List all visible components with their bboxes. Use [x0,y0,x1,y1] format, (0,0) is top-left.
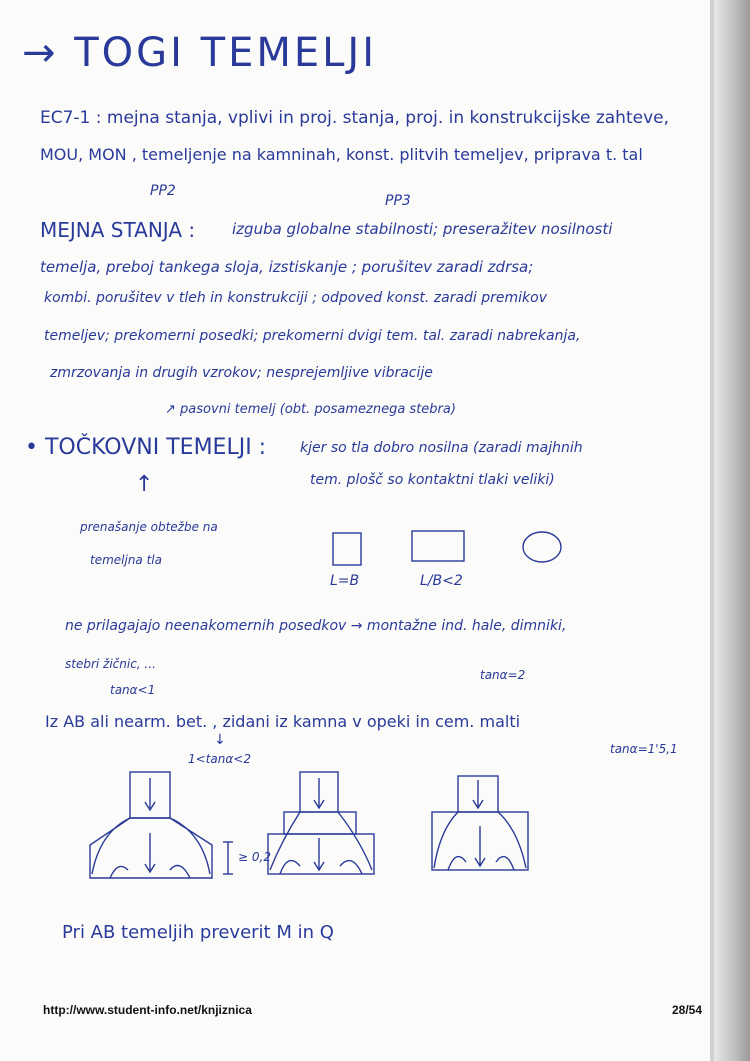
iz-line: Iz AB ali nearm. bet. , zidani iz kamna v opeki in cem. malti [45,712,521,731]
mejna-line-2: temelja, preboj tankega sloja, izstiskanje ; porušitev zaradi zdrsa; [40,258,534,276]
tockovni-heading: • TOČKOVNI TEMELJI : [25,435,267,460]
niso-line-1: ne prilagajajo neenakomernih posedkov → montažne ind. hale, dimniki, [65,618,567,634]
mejna-stanja-heading: MEJNA STANJA : [40,218,196,242]
foundation-sketch-3 [432,776,528,870]
prenasanje-line-2: temeljna tla [90,553,162,567]
tan-15: tanα=1'5,1 [610,742,678,756]
dimension-label: ≥ 0,2 [238,850,271,864]
footer-page-number: 28/54 [672,1003,703,1017]
mejna-line-4: temeljev; prekomerni posedki; prekomerni dvigi tem. tal. zaradi nabrekanja, [44,328,581,344]
niso-line-2: stebri žičnic, ... [65,657,156,671]
label-rectangle: L/B<2 [420,573,463,589]
tockovni-line-2: tem. plošč so kontaktni tlaki veliki) [310,472,555,488]
foundation-sketch-1 [90,772,212,878]
mejna-line-3: kombi. porušitev v tleh in konstrukciji ; odpoved konst. zaradi premikov [44,290,548,306]
label-square: L=B [330,573,360,589]
dimension-marker [223,842,233,874]
tan-less-1: tanα<1 [110,683,156,697]
pp2-label: PP2 [150,183,176,199]
prenasanje-line-1: prenašanje obtežbe na [80,520,218,534]
footer-url: http://www.student-info.net/knjiznica [43,1003,252,1017]
tan-between: 1<tanα<2 [188,752,251,766]
rectangle-shape [412,531,464,561]
pri-line: Pri AB temeljih preverit M in Q [62,922,334,943]
circle-shape [523,532,561,562]
pasovni-note: ↗ pasovni temelj (obt. posameznega stebra) [165,402,456,417]
foundation-sketch-2 [268,772,374,874]
mejna-line-1: izguba globalne stabilnosti; preseražitev nosilnosti [232,220,613,238]
arrow-down: ↓ [214,732,226,748]
mejna-line-5: zmrzovanja in drugih vzrokov; nesprejemljive vibracije [50,365,433,381]
page-title: → TOGI TEMELJI [22,30,378,76]
tan-equal-2: tanα=2 [480,668,526,682]
arrow-up: ↑ [135,472,154,497]
ec7-line-2: MOU, MON , temeljenje na kamninah, konst. plitvih temeljev, priprava t. tal [40,145,643,164]
pp3-label: PP3 [385,193,411,209]
ec7-line-1: EC7-1 : mejna stanja, vplivi in proj. stanja, proj. in konstrukcijske zahteve, [40,108,669,128]
tockovni-line-1: kjer so tla dobro nosilna (zaradi majhnih [300,440,583,456]
square-shape [333,533,361,565]
